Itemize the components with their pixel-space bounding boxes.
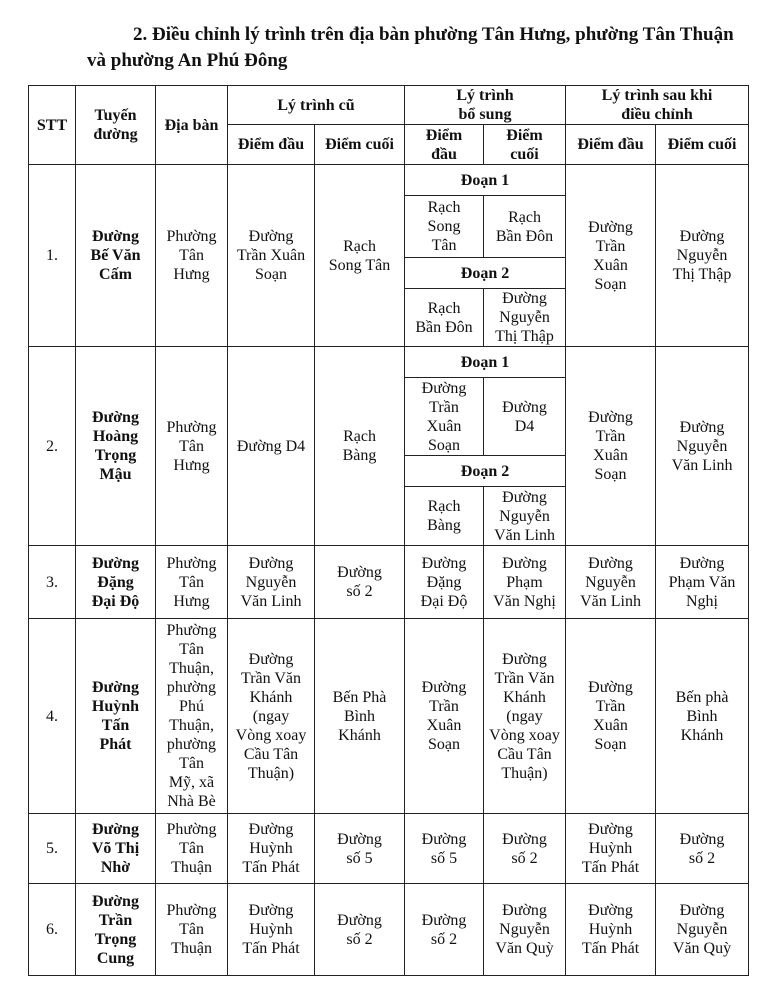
cell-line: Soạn <box>594 466 627 483</box>
cell-line: Đường <box>588 554 633 572</box>
cell-line: Huỳnh <box>249 840 293 857</box>
cell-line: Đường <box>679 554 725 572</box>
cell-line: Đường <box>421 830 467 848</box>
row-3-add-start <box>405 546 484 619</box>
cell-line: Đường <box>502 398 547 416</box>
cell-line: Tân <box>179 641 204 658</box>
row-4-add-start <box>405 619 484 814</box>
cell-line: Đường <box>248 554 294 572</box>
cell-line: Nguyễn <box>499 309 550 326</box>
row-5-old-end <box>315 814 405 884</box>
row-4-route <box>76 619 156 814</box>
row-1-route <box>76 165 156 347</box>
cell-line: Tấn Phát <box>581 940 640 957</box>
heading-line-1: 2. Điều chỉnh lý trình trên địa bàn phường Tân Hưng, phường Tân Thuận <box>133 24 734 45</box>
cell-line: Bình <box>343 707 376 725</box>
row-5-area <box>156 814 228 884</box>
cell-line: Trọng <box>94 930 137 948</box>
row-1-segment-1-label: Đoạn 1 <box>405 165 566 196</box>
row-3-new-end <box>656 546 749 619</box>
row-3-add-end <box>484 546 566 619</box>
row-2-segment-2-start <box>405 487 484 546</box>
cell-line: Bần Đôn <box>415 318 473 336</box>
cell-line: Tấn Phát <box>242 940 300 957</box>
cell-line: phường <box>166 679 217 696</box>
row-3-area <box>156 546 228 619</box>
row-4-area <box>156 619 228 814</box>
row-3-old-end <box>315 546 405 619</box>
row-2-area <box>156 347 228 546</box>
cell-line: Bàng <box>342 447 377 464</box>
cell-line: Xuân <box>593 256 628 274</box>
cell-line: (ngay <box>252 707 290 725</box>
cell-line: Khánh <box>680 726 724 744</box>
row-4-old-end <box>315 619 405 814</box>
cell-line: Bến phà <box>675 688 729 706</box>
cell-line: Huỳnh <box>588 840 633 857</box>
cell-line: Hưng <box>173 592 210 610</box>
row-2-new-start <box>566 347 656 546</box>
cell-line: Tân <box>179 437 204 455</box>
cell-line: Nhà Bè <box>167 793 216 810</box>
cell-line: Trần <box>595 237 626 255</box>
cell-line: Soạn <box>594 275 627 293</box>
cell-line: Bế Văn <box>90 247 141 264</box>
cell-line: Tân <box>179 755 204 772</box>
cell-line: Nhờ <box>100 859 131 876</box>
cell-line: Phát <box>99 736 132 753</box>
row-6-route <box>76 884 156 976</box>
cell-line: Đường <box>502 902 547 919</box>
cell-line: Thuận <box>171 859 212 876</box>
cell-line: Khánh <box>249 688 293 706</box>
cell-line: Đại Độ <box>420 592 468 610</box>
row-4-new-start <box>566 619 656 814</box>
cell-line: Đường <box>679 902 725 919</box>
row-2-route <box>76 347 156 546</box>
cell-line: Đường <box>92 554 139 572</box>
row-1-old-end <box>315 165 405 347</box>
cell-line: Bàng <box>427 517 461 534</box>
cell-line: Đường <box>337 830 382 848</box>
cell-line: Đường <box>337 564 382 581</box>
header-old-end: Điểm cuối <box>315 125 405 165</box>
row-4-add-end <box>484 619 566 814</box>
cell-line: Xuân <box>593 447 628 464</box>
cell-line: (ngay <box>506 707 543 725</box>
cell-line: Đường <box>248 821 294 838</box>
row-4-old-start <box>228 619 315 814</box>
row-1-stt: 1. <box>29 165 76 347</box>
cell-line: Thuận <box>171 940 212 957</box>
cell-line: Cung <box>96 949 135 967</box>
cell-line: Hưng <box>173 456 210 474</box>
row-1-segment-1-start <box>405 196 484 258</box>
cell-line: Khánh <box>503 688 546 706</box>
cell-line: Lý trình <box>456 87 514 104</box>
row-5-new-start <box>566 814 656 884</box>
cell-line: Tân <box>179 573 204 591</box>
cell-line: Rạch <box>427 498 461 515</box>
cell-line: Đường <box>588 218 633 236</box>
cell-line: Phạm <box>506 573 543 591</box>
cell-line: Thị Thập <box>672 266 732 283</box>
row-2-old-end <box>315 347 405 546</box>
header-add-start <box>405 125 484 165</box>
row-2-segment-2-label: Đoạn 2 <box>405 456 566 487</box>
row-6-area <box>156 884 228 976</box>
cell-line: Hưng <box>173 266 210 283</box>
row-5-add-start <box>405 814 484 884</box>
header-additional-route <box>405 86 566 125</box>
row-4-stt: 4. <box>29 619 76 814</box>
cell-line: Cấm <box>99 266 132 283</box>
cell-line: Phường <box>166 418 217 436</box>
cell-line: Đường <box>679 228 725 245</box>
cell-line: Văn Linh <box>240 592 302 610</box>
header-old-start: Điểm đầu <box>228 125 315 165</box>
cell-line: Trần <box>429 398 459 416</box>
cell-line: Trọng <box>94 447 137 464</box>
heading-line-2: và phường An Phú Đông <box>87 50 288 71</box>
cell-line: Tấn Phát <box>581 859 640 876</box>
cell-line: Rạch <box>508 208 541 226</box>
cell-line: Rạch <box>343 237 376 255</box>
cell-line: Rạch <box>343 428 376 445</box>
row-1-area <box>156 165 228 347</box>
cell-line: Trần Xuân <box>236 247 306 264</box>
row-5-new-end <box>656 814 749 884</box>
cell-line: Văn Linh <box>671 456 733 474</box>
cell-line: Đường <box>337 911 382 929</box>
header-add-end <box>484 125 566 165</box>
cell-line: Đường <box>679 418 725 436</box>
row-5-old-start <box>228 814 315 884</box>
cell-line: Tấn Phát <box>242 859 300 876</box>
cell-line: Đường <box>421 379 467 397</box>
cell-line: Võ Thị <box>91 840 140 857</box>
cell-line: Đường <box>248 902 294 919</box>
header-area: Địa bàn <box>156 86 228 165</box>
cell-line: đường <box>93 126 138 143</box>
cell-line: Văn Linh <box>494 526 555 544</box>
cell-line: Xuân <box>426 717 462 734</box>
cell-line: Đường <box>92 228 139 245</box>
cell-line: đầu <box>431 145 457 163</box>
cell-line: D4 <box>514 417 535 435</box>
cell-line: Đường <box>248 228 294 245</box>
cell-line: Huỳnh <box>249 921 293 938</box>
cell-line: Văn Linh <box>580 592 641 610</box>
cell-line: Khánh <box>338 726 381 744</box>
row-6-new-start <box>566 884 656 976</box>
cell-line: Mậu <box>99 466 132 483</box>
row-1-segment-2-start <box>405 289 484 347</box>
cell-line: Vòng xoay <box>235 726 307 744</box>
cell-line: Soạn <box>594 736 627 753</box>
row-1-segment-2-end <box>484 289 566 347</box>
cell-line: Thị Thập <box>495 328 554 345</box>
cell-line: Điểm <box>425 126 463 144</box>
cell-line: Song <box>427 218 461 235</box>
row-1-new-start <box>566 165 656 347</box>
cell-line: Đường <box>421 679 467 696</box>
row-2-segment-1-start <box>405 378 484 456</box>
cell-line: Phường <box>166 622 217 639</box>
cell-line: Đường D4 <box>236 437 306 455</box>
cell-line: Bần Đôn <box>495 227 554 245</box>
cell-line: Đường <box>588 821 633 838</box>
row-5-route <box>76 814 156 884</box>
header-route <box>76 86 156 165</box>
cell-line: Đường <box>502 650 547 668</box>
cell-line: Xuân <box>426 417 462 435</box>
cell-line: phường <box>166 736 217 753</box>
cell-line: Văn Quỳ <box>672 940 732 957</box>
row-6-add-start <box>405 884 484 976</box>
row-3-new-start <box>566 546 656 619</box>
row-6-old-start <box>228 884 315 976</box>
cell-line: Đường <box>679 830 725 848</box>
cell-line: Thuận) <box>501 764 548 782</box>
cell-line: Nguyễn <box>499 921 550 938</box>
cell-line: Mỹ, xã <box>168 774 215 791</box>
cell-line: số 5 <box>430 849 458 867</box>
header-new-end: Điểm cuối <box>656 125 749 165</box>
cell-line: Đường <box>502 488 547 506</box>
header-stt: STT <box>29 86 76 165</box>
cell-line: Trần Văn <box>240 669 301 687</box>
row-3-stt: 3. <box>29 546 76 619</box>
row-1-old-start <box>228 165 315 347</box>
cell-line: Phạm Văn <box>668 573 736 591</box>
cell-line: Đường <box>421 911 467 929</box>
cell-line: Văn Quỳ <box>495 940 554 957</box>
cell-line: Tấn <box>101 717 130 734</box>
row-2-new-end <box>656 347 749 546</box>
cell-line: Đường <box>502 830 547 848</box>
cell-line: Tân <box>179 840 204 857</box>
cell-line: Đường <box>92 409 139 426</box>
row-3-route <box>76 546 156 619</box>
cell-line: Rạch <box>427 199 461 216</box>
cell-line: Bình <box>686 707 718 725</box>
cell-line: Đường <box>92 679 139 696</box>
cell-line: Trần <box>595 698 626 715</box>
cell-line: Đường <box>92 892 139 910</box>
cell-line: Đường <box>502 290 547 307</box>
cell-line: Bến Phà <box>332 688 387 706</box>
cell-line: Xuân <box>593 717 628 734</box>
cell-line: Văn Nghị <box>493 592 556 610</box>
cell-line: Lý trình sau khi <box>601 87 713 104</box>
cell-line: Thuận, <box>169 717 214 734</box>
cell-line: Hoàng <box>92 428 139 445</box>
cell-line: Huỳnh <box>588 921 633 938</box>
cell-line: số 2 <box>511 849 538 867</box>
cell-line: Nguyễn <box>585 573 636 591</box>
cell-line: Phường <box>166 554 217 572</box>
cell-line: Tuyến <box>94 107 137 124</box>
row-2-stt: 2. <box>29 347 76 546</box>
cell-line: Đường <box>248 650 294 668</box>
cell-line: Song Tân <box>328 256 391 274</box>
cell-line: Tân <box>179 247 204 264</box>
cell-line: số 2 <box>688 849 716 867</box>
cell-line: Soạn <box>255 266 287 283</box>
cell-line: bổ sung <box>458 106 512 123</box>
header-old-route: Lý trình cũ <box>228 86 405 125</box>
cell-line: Rạch <box>427 299 461 317</box>
cell-line: Trần <box>98 911 133 929</box>
cell-line: Soạn <box>428 736 460 753</box>
cell-line: Điểm <box>506 126 543 144</box>
route-adjustment-table <box>28 85 749 976</box>
cell-line: Phường <box>166 821 217 838</box>
cell-line: Phường <box>166 228 217 245</box>
cell-line: Tân <box>431 237 457 254</box>
row-6-add-end <box>484 884 566 976</box>
section-heading <box>87 22 767 74</box>
cell-line: Soạn <box>428 436 460 454</box>
row-6-old-end <box>315 884 405 976</box>
header-new-start: Điểm đầu <box>566 125 656 165</box>
cell-line: số 2 <box>430 930 458 948</box>
row-1-new-end <box>656 165 749 347</box>
row-5-stt: 5. <box>29 814 76 884</box>
header-adjusted-route <box>566 86 749 125</box>
cell-line: Đường <box>588 679 633 696</box>
cell-line: Nguyễn <box>676 437 728 455</box>
cell-line: Trần Văn <box>494 669 555 687</box>
row-2-old-start <box>228 347 315 546</box>
cell-line: Trần <box>595 428 626 445</box>
cell-line: cuối <box>510 145 539 163</box>
cell-line: Thuận, <box>169 660 214 677</box>
cell-line: Đường <box>502 554 547 572</box>
row-6-stt: 6. <box>29 884 76 976</box>
row-1-segment-1-end <box>484 196 566 258</box>
cell-line: số 2 <box>346 583 373 600</box>
row-3-old-start <box>228 546 315 619</box>
cell-line: Trần <box>429 698 459 715</box>
row-1-segment-2-label: Đoạn 2 <box>405 258 566 289</box>
row-4-new-end <box>656 619 749 814</box>
cell-line: Phường <box>166 902 217 919</box>
cell-line: điều chỉnh <box>621 106 693 123</box>
cell-line: Phú <box>179 698 204 715</box>
row-2-segment-1-end <box>484 378 566 456</box>
cell-line: số 2 <box>346 930 373 948</box>
row-2-segment-2-end <box>484 487 566 546</box>
cell-line: Cầu Tân <box>497 745 552 763</box>
row-5-add-end <box>484 814 566 884</box>
cell-line: Nguyễn <box>245 573 297 591</box>
row-6-new-end <box>656 884 749 976</box>
row-2-segment-1-label: Đoạn 1 <box>405 347 566 378</box>
cell-line: Đường <box>92 821 139 838</box>
cell-line: Nguyễn <box>676 921 728 938</box>
cell-line: Đại Độ <box>91 592 140 610</box>
cell-line: Nguyễn <box>499 507 550 525</box>
cell-line: Cầu Tân <box>243 745 299 763</box>
cell-line: Huỳnh <box>91 698 140 715</box>
cell-line: Đường <box>421 554 467 572</box>
cell-line: Đường <box>588 902 633 919</box>
cell-line: Nghị <box>686 592 718 610</box>
cell-line: Nguyễn <box>676 247 728 264</box>
cell-line: Đặng <box>426 573 462 591</box>
cell-line: Vòng xoay <box>489 726 560 744</box>
cell-line: Đặng <box>97 573 134 591</box>
cell-line: Đường <box>588 409 633 426</box>
cell-line: số 5 <box>346 849 373 867</box>
cell-line: Tân <box>179 921 204 938</box>
cell-line: Thuận) <box>247 764 295 782</box>
